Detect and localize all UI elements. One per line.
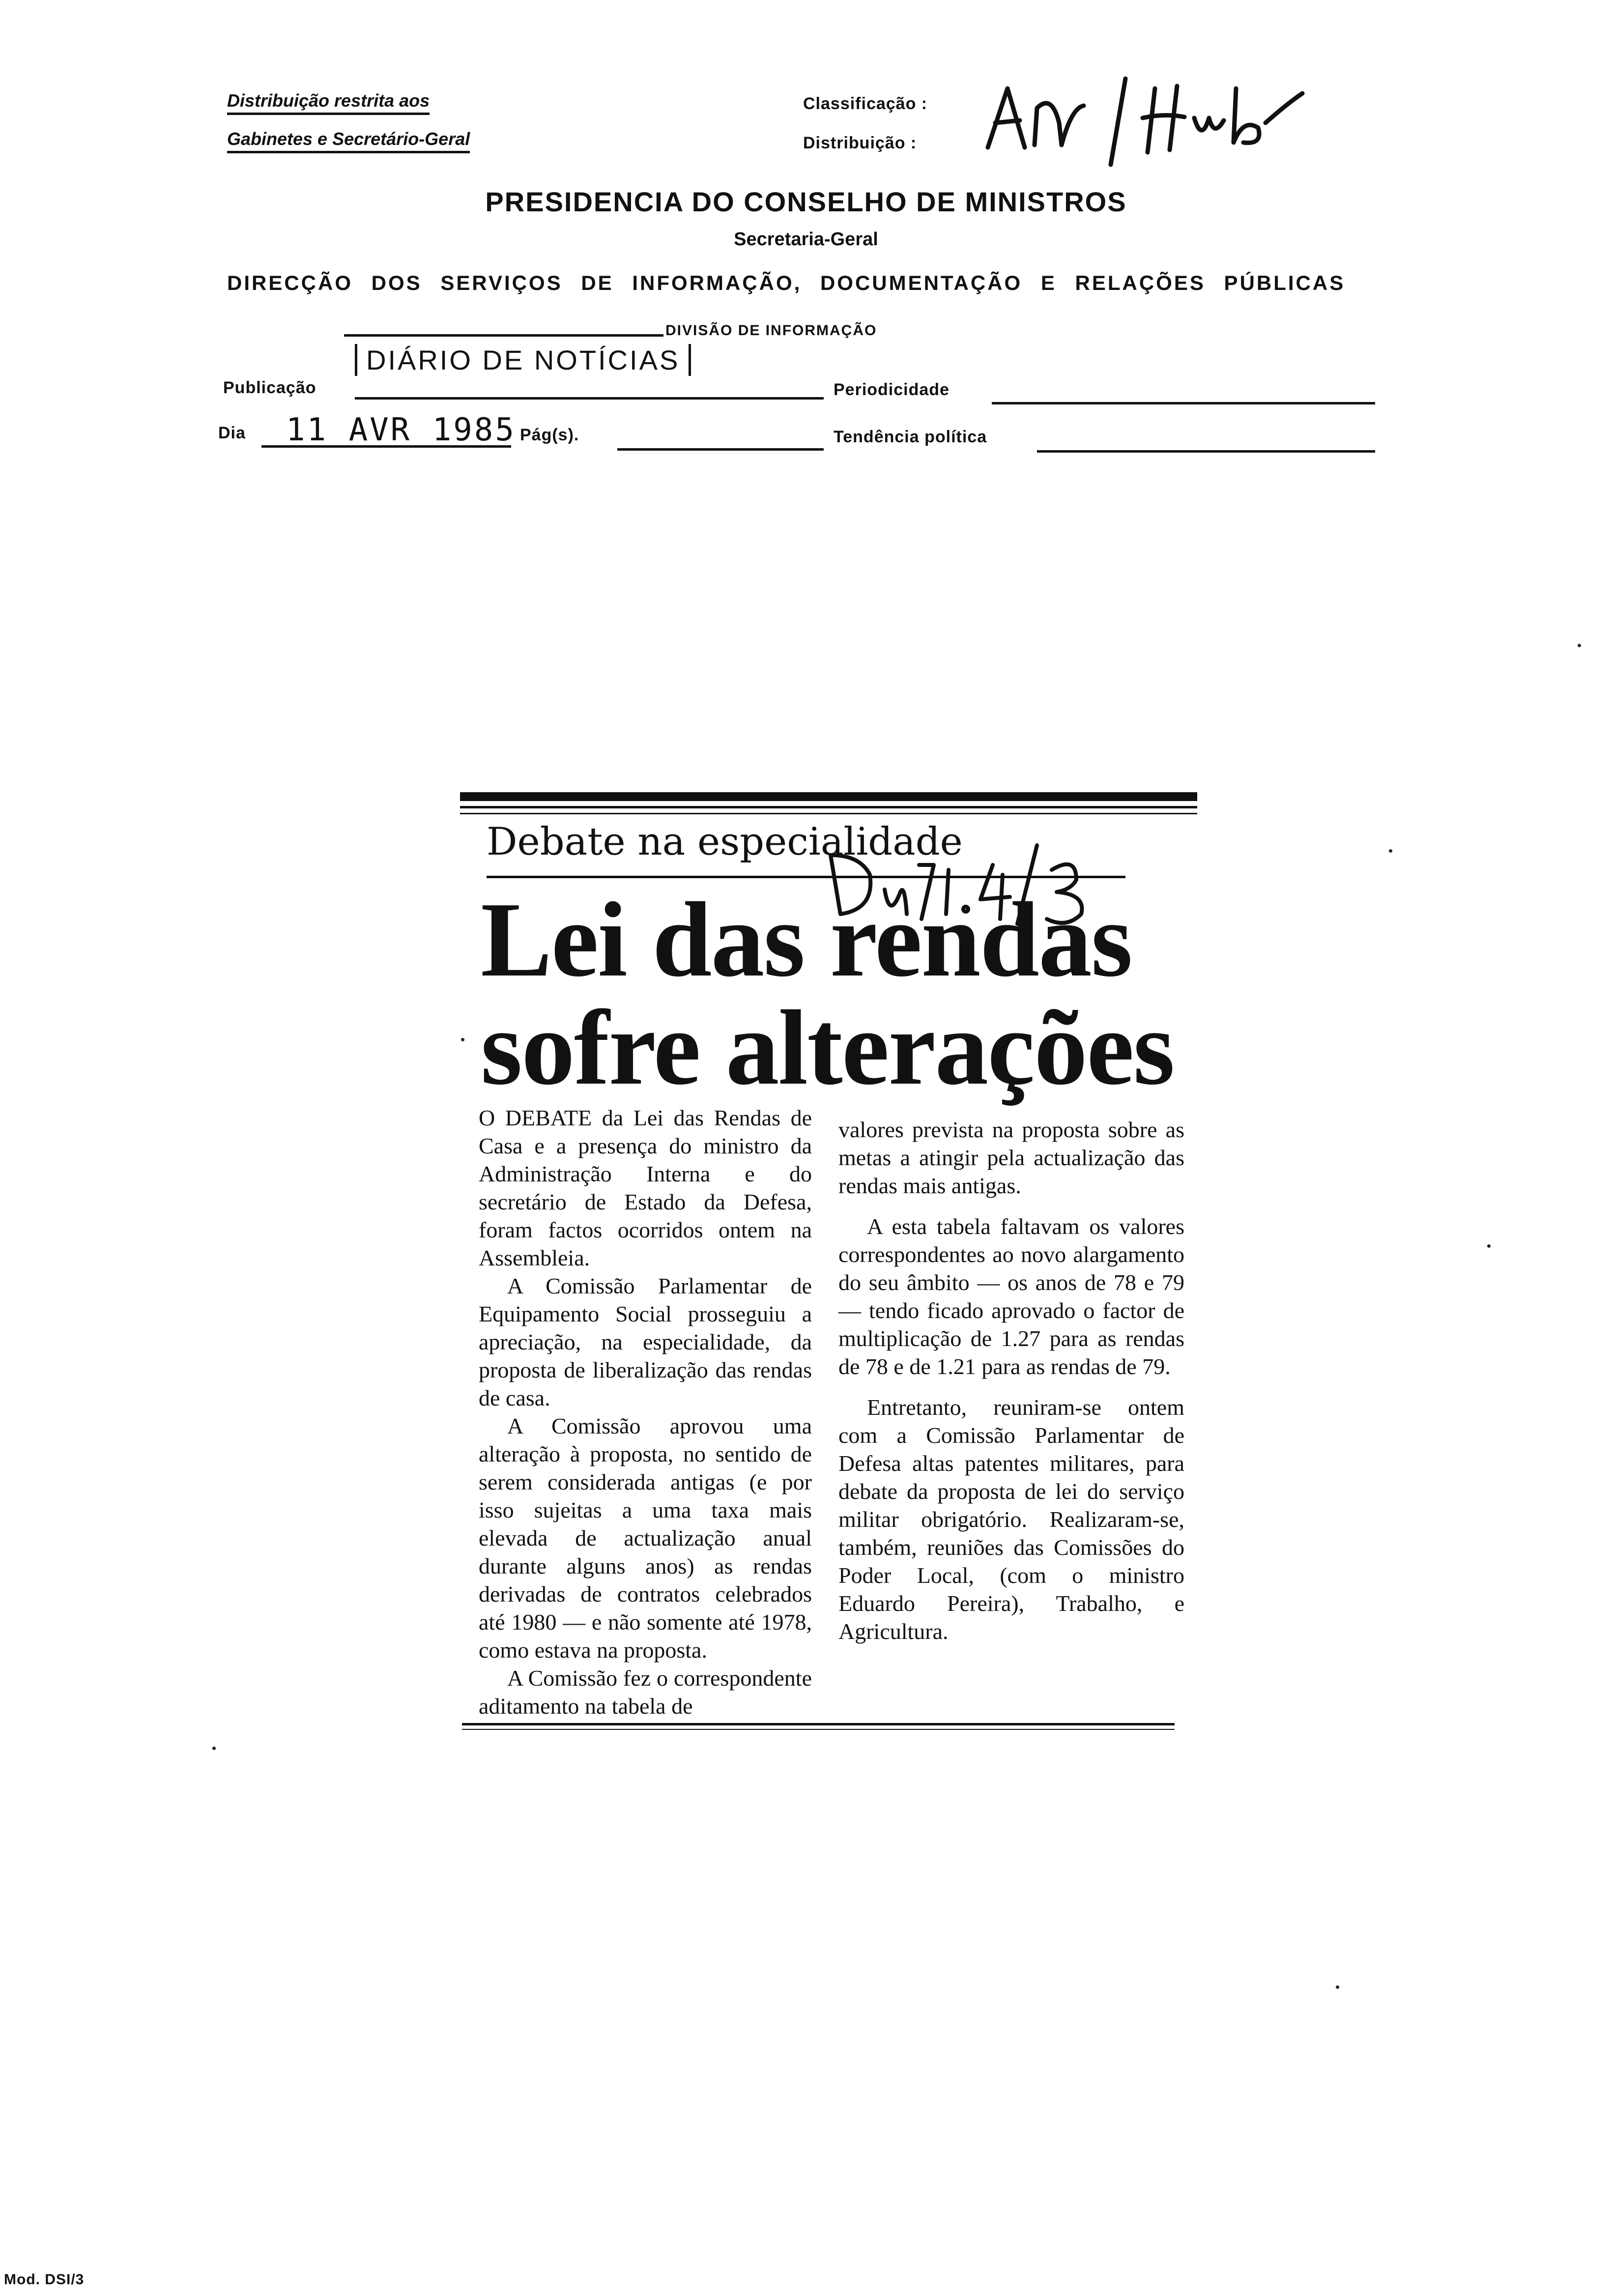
clipping-top-rule-thin2 — [460, 813, 1197, 814]
classificacao-label: Classificação : — [803, 94, 928, 113]
article-column-1 — [479, 1104, 812, 1720]
restricted-distribution-line1: Distribuição restrita aos — [227, 90, 430, 111]
pags-line — [617, 448, 824, 451]
publicacao-label: Publicação — [223, 378, 317, 397]
division-title: DIVISÃO DE INFORMAÇÃO — [665, 322, 877, 339]
form-model-label: Mod. DSI/3 — [4, 2271, 85, 2288]
col2-paragraph-1: valores prevista na proposta sobre as metas a atingir pela actualização das rendas mais antigas. — [838, 1117, 1184, 1198]
clipping-top-rule-thin — [460, 806, 1197, 808]
article-kicker: Debate na especialidade — [487, 820, 963, 864]
headline-line2: sofre alterações — [481, 989, 1174, 1107]
dia-line — [261, 445, 511, 448]
headline-line1: Lei das rendas — [481, 881, 1132, 999]
org-subtitle: Secretaria-Geral — [734, 229, 878, 250]
publicacao-line — [355, 397, 824, 400]
directorate-title: DIRECÇÃO DOS SERVIÇOS DE INFORMAÇÃO, DOCUMENTAÇÃO E RELAÇÕES PÚBLICAS — [227, 271, 1346, 294]
clipping-bottom-rule — [462, 1723, 1175, 1725]
distribuicao-label: Distribuição : — [803, 134, 917, 152]
clipping-bottom-rule-thin — [462, 1729, 1175, 1730]
scan-speck — [1578, 644, 1581, 647]
pags-label: Pág(s). — [520, 426, 579, 444]
col2-paragraph-2: A esta tabela faltavam os valores correspondentes ao novo alargamento do seu âmbito — os anos de 78 e 79 — tendo ficado aprovado o factor de multiplicação de 1.27 para as rendas de 78 e de 1.21 para as rendas de 79. — [838, 1214, 1184, 1379]
col2-paragraph-3: Entretanto, reuniram-se ontem com a Comissão Parlamentar de Defesa altas patentes militares, para debate da proposta de lei do serviço militar obrigatório. Realizaram-se, também, reuniões das Comissões do Poder Local, (com o ministro Eduardo Pereira), Trabalho, e Agricultura. — [838, 1395, 1184, 1644]
tendencia-line — [1037, 450, 1375, 453]
org-title: PRESIDENCIA DO CONSELHO DE MINISTROS — [485, 186, 1127, 217]
col1-paragraph-4: A Comissão fez o correspondente aditamento na tabela de — [479, 1665, 812, 1719]
division-left-rule — [344, 334, 663, 337]
periodicidade-label: Periodicidade — [834, 380, 950, 399]
article-column-2 — [838, 1116, 1184, 1645]
col1-paragraph-1: O DEBATE da Lei das Rendas de Casa e a presença do ministro da Administração Interna e do secretário de Estado da Defesa, foram factos ocorridos ontem na Assembleia. — [479, 1105, 812, 1270]
scan-speck — [212, 1747, 216, 1750]
publication-stamp: DIÁRIO DE NOTÍCIAS — [355, 344, 691, 376]
scan-speck — [1487, 1244, 1491, 1248]
handwritten-initials-mark — [978, 59, 1322, 167]
dia-label: Dia — [218, 424, 246, 442]
periodicidade-line — [992, 402, 1375, 404]
article-headline — [481, 881, 1174, 1107]
restricted-distribution-line2: Gabinetes e Secretário-Geral — [227, 129, 470, 149]
scan-speck — [461, 1038, 464, 1041]
col1-paragraph-2: A Comissão Parlamentar de Equipamento Social prosseguiu a apreciação, na especialidade, da proposta de liberalização das rendas de casa. — [479, 1273, 812, 1410]
scan-speck — [1389, 849, 1392, 853]
clipping-top-rule — [460, 792, 1197, 801]
scan-speck — [1336, 1985, 1339, 1989]
date-stamp: 11 AVR 1985 — [286, 412, 516, 448]
col1-paragraph-3: A Comissão aprovou uma alteração à proposta, no sentido de serem considerada antigas (e por isso sujeitas a uma taxa mais elevada de actualização anual durante alguns anos) as rendas derivadas de contratos celebrados até 1980 — e não somente até 1978, como estava na proposta. — [479, 1413, 812, 1663]
tendencia-label: Tendência política — [834, 428, 987, 446]
